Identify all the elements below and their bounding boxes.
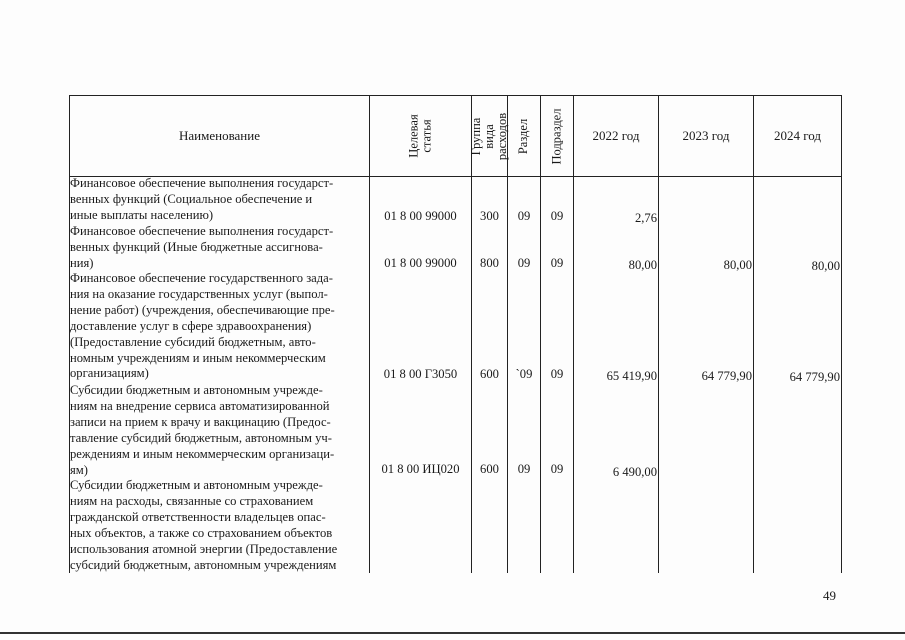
- header-name: Наименование: [179, 128, 260, 143]
- row-4-subsection: 09: [550, 462, 564, 476]
- name-line: Субсидии бюджетным и автономным учрежде-: [70, 383, 323, 397]
- name-line: нение работ) (учреждения, обеспечивающие пре-: [70, 302, 335, 317]
- header-2023: 2023 год: [682, 128, 730, 143]
- row-3-subsection: 09: [550, 367, 564, 381]
- header-target-label: Целевая статья: [406, 114, 434, 158]
- name-line: венных функций (Социальное обеспечение и: [70, 191, 313, 206]
- row-1-group: 300: [480, 209, 499, 223]
- row-3-target: 01 8 00 Г3050: [383, 367, 458, 381]
- header-subsection-label: Подраздел: [549, 108, 564, 164]
- name-line: ям): [70, 462, 88, 477]
- name-line: номным учреждениям и иным некоммерческим: [70, 350, 326, 365]
- name-line: Финансовое обеспечение выполнения государст-: [70, 176, 334, 190]
- scan-edge-line: [0, 632, 905, 634]
- name-line: ных объектов, а также со страхованием объектов: [70, 525, 333, 540]
- name-line: доставление услуг в сфере здравоохранения): [70, 318, 312, 333]
- row-2-2022: 80,00: [628, 258, 657, 272]
- name-line: иные выплаты населению): [70, 207, 214, 222]
- row-2-group: 800: [480, 256, 499, 270]
- header-group-label: Группа вида расходов: [469, 112, 510, 160]
- name-line: венных функций (Иные бюджетные ассигнова-: [70, 239, 323, 254]
- row-3-2022: 65 419,90: [606, 369, 657, 383]
- row-3-group: 600: [480, 367, 499, 381]
- name-line: ния на оказание государственных услуг (выпол-: [70, 286, 328, 301]
- row-1-section: 09: [517, 209, 531, 223]
- row-2-target: 01 8 00 99000: [384, 256, 457, 270]
- name-line: гражданской ответственности владельцев опас-: [70, 509, 326, 524]
- name-line: ниям на внедрение сервиса автоматизированной: [70, 398, 330, 413]
- row-3-section: `09: [515, 367, 533, 381]
- name-line: Субсидии бюджетным и автономным учрежде-: [70, 478, 323, 492]
- name-line: (Предоставление субсидий бюджетным, авто-: [70, 334, 316, 349]
- row-2-2024: 80,00: [811, 259, 840, 273]
- header-section: [508, 96, 540, 176]
- row-1-subsection: 09: [550, 209, 564, 223]
- name-line: реждениям и иным некоммерческим организаци-: [70, 446, 335, 461]
- row-4-section: 09: [517, 462, 531, 476]
- header-2022: 2022 год: [592, 128, 640, 143]
- header-subsection: [541, 96, 573, 176]
- name-line: записи на прием к врачу и вакцинацию (Предос-: [70, 414, 331, 429]
- col-border-8: [841, 95, 842, 573]
- row-3-name: [70, 271, 366, 382]
- row-4-2022: 6 490,00: [612, 465, 657, 479]
- row-5-name: [70, 478, 366, 573]
- row-2-2023: 80,00: [723, 258, 752, 272]
- row-1-2022: 2,76: [634, 211, 657, 225]
- page-number: 49: [823, 588, 836, 603]
- name-line: субсидий бюджетным, автономным учреждениям: [70, 557, 337, 572]
- name-line: Финансовое обеспечение государственного зада-: [70, 271, 333, 285]
- name-line: использования атомной энергии (Предоставление: [70, 541, 338, 556]
- row-4-name: [70, 383, 366, 478]
- header-target: [370, 96, 471, 176]
- row-4-group: 600: [480, 462, 499, 476]
- name-line: тавление субсидий бюджетным, автономным уч-: [70, 430, 332, 445]
- row-2-subsection: 09: [550, 256, 564, 270]
- row-1-target: 01 8 00 99000: [384, 209, 457, 223]
- header-group: [469, 96, 510, 176]
- row-2-section: 09: [517, 256, 531, 270]
- name-line: ния): [70, 255, 94, 270]
- name-line: Финансовое обеспечение выполнения государст-: [70, 224, 334, 238]
- row-2-name: [70, 224, 366, 272]
- row-1-name: [70, 176, 366, 224]
- name-line: ниям на расходы, связанные со страхованием: [70, 493, 314, 508]
- row-3-2024: 64 779,90: [789, 370, 840, 384]
- name-line: организациям): [70, 366, 149, 381]
- row-3-2023: 64 779,90: [701, 369, 752, 383]
- header-2024: 2024 год: [774, 128, 821, 143]
- row-4-target: 01 8 00 ИЦ020: [381, 462, 460, 476]
- header-section-label: Раздел: [516, 118, 531, 154]
